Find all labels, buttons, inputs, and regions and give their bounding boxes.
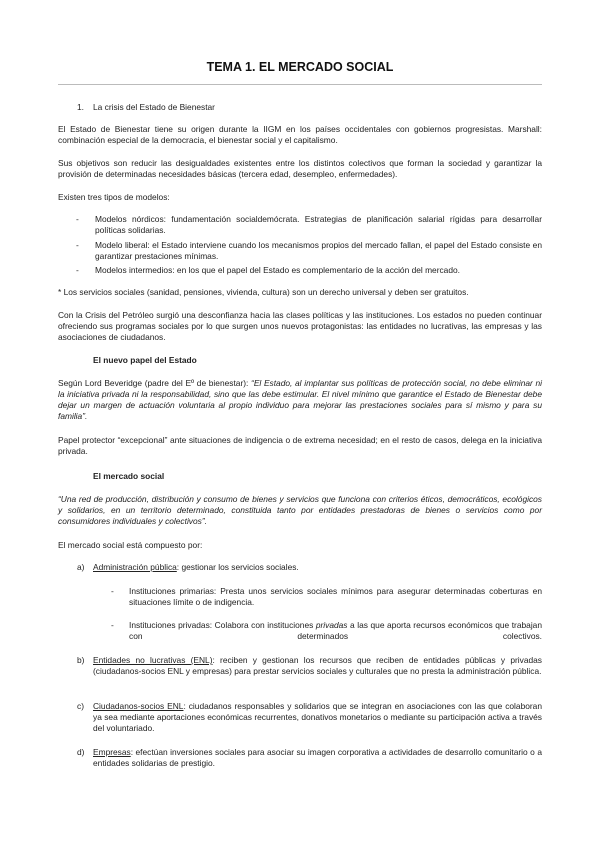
beveridge-intro: Según Lord Beveridge (padre del Eº de bienestar): — [58, 378, 252, 388]
sub-item-emphasis: privadas — [315, 620, 348, 630]
list-letter: a) — [77, 562, 85, 572]
component-term: Ciudadanos-socios ENL — [93, 701, 184, 711]
component-text: : gestionar los servicios sociales. — [176, 562, 299, 572]
paragraph-protector-role: Papel protector “excepcional” ante situaciones de indigencia o de extrema necesidad; en el resto de casos, delega en la iniciativa privada. — [58, 435, 542, 456]
dash-bullet: - — [111, 586, 114, 596]
dash-bullet: - — [111, 620, 114, 630]
section1-number: 1. — [77, 102, 84, 112]
title-divider — [58, 84, 542, 85]
component-term: Empresas — [93, 747, 131, 757]
model-text: Modelo liberal: el Estado interviene cuando los mecanismos propios del mercado fallan, el papel del Estado consiste en garantizar prestaciones mínimas. — [95, 240, 542, 261]
paragraph-origin: El Estado de Bienestar tiene su origen durante la IIGM en los países occidentales con gobiernos progresistas. Marshall: combinación especial de la democracia, el bienestar social y el capitalismo. — [58, 124, 542, 145]
list-letter: d) — [77, 747, 85, 757]
model-text: Modelos nórdicos: fundamentación socialdemócrata. Estrategias de planificación salarial rígidas para desarrollar políticas solidarias. — [95, 214, 542, 235]
dash-bullet: - — [76, 265, 79, 275]
component-text: : reciben y gestionan los recursos que reciben de entidades públicas y privadas (ciudadanos-socios ENL y empresas) para prestar servicios sociales y culturales que no presta la administración pública. — [93, 655, 542, 676]
section2-heading: El nuevo papel del Estado — [93, 355, 197, 365]
component-text: : ciudadanos responsables y solidarios que se integran en asociaciones con las que colaboran ya sea mediante aportaciones económicas recurrentes, donativos monetarios o mediante su participación activa a través del voluntariado. — [93, 701, 542, 733]
sub-item-text: Instituciones primarias: Presta unos servicios sociales mínimos para asegurar determinadas coberturas en situaciones límite o de indigencia. — [129, 586, 542, 607]
list-letter: b) — [77, 655, 85, 665]
component-text: : efectúan inversiones sociales para asociar su imagen corporativa a actividades de desarrollo comunitario o a entidades solidarias de prestigio. — [93, 747, 542, 768]
beveridge-quote: “El Estado, al implantar sus políticas de protección social, no debe eliminar ni la iniciativa privada ni la responsabilidad, sino que las debe estimular. El nivel mínimo que garantice el Estado de Bienestar debe dejar un margen de actuación voluntaria al propio individuo para mejorar las prestaciones sociales para sí mismo y para su familia”. — [58, 378, 542, 421]
dash-bullet: - — [76, 240, 79, 250]
model-text: Modelos intermedios: en los que el papel del Estado es complementario de la acción del mercado. — [95, 265, 460, 275]
market-definition: “Una red de producción, distribución y consumo de bienes y servicios que funciona con criterios éticos, democráticos, ecológicos y solidarios, en un territorio determinado, constituida tanto por entidades prestadoras de bienes o servicios como por consumidores individuales y colectivos”. — [58, 494, 542, 526]
section1-title: La crisis del Estado de Bienestar — [93, 102, 215, 112]
dash-bullet: - — [76, 214, 79, 224]
paragraph-objectives: Sus objetivos son reducir las desigualdades existentes entre los distintos colectivos que forman la sociedad y garantizar la provisión de determinadas necesidades básicas (tercera edad, desempleo, enfermedades). — [58, 158, 542, 179]
component-term: Entidades no lucrativas (ENL) — [93, 655, 213, 665]
note-services: * Los servicios sociales (sanidad, pensiones, vivienda, cultura) son un derecho universal y deben ser gratuitos. — [58, 287, 469, 297]
sub-item-text: Instituciones privadas: Colabora con instituciones — [129, 620, 316, 630]
component-term: Administración pública — [93, 562, 177, 572]
document-title: TEMA 1. EL MERCADO SOCIAL — [206, 60, 394, 74]
paragraph-beveridge — [58, 378, 542, 422]
paragraph-composition: El mercado social está compuesto por: — [58, 540, 203, 550]
paragraph-models-intro: Existen tres tipos de modelos: — [58, 192, 170, 202]
list-letter: c) — [77, 701, 84, 711]
paragraph-oil-crisis: Con la Crisis del Petróleo surgió una desconfianza hacia las clases políticas y las instituciones. Los estados no pueden continuar ofreciendo sus programas sociales por lo que surgen unos nuevos protagonistas: las entidades no lucrativas, las empresas y las asociaciones de ciudadanos. — [58, 310, 542, 342]
section3-heading: El mercado social — [93, 471, 165, 481]
sub-item-text: a las que aporta recursos económicos que trabajan con determinados colectivos. — [129, 620, 542, 641]
